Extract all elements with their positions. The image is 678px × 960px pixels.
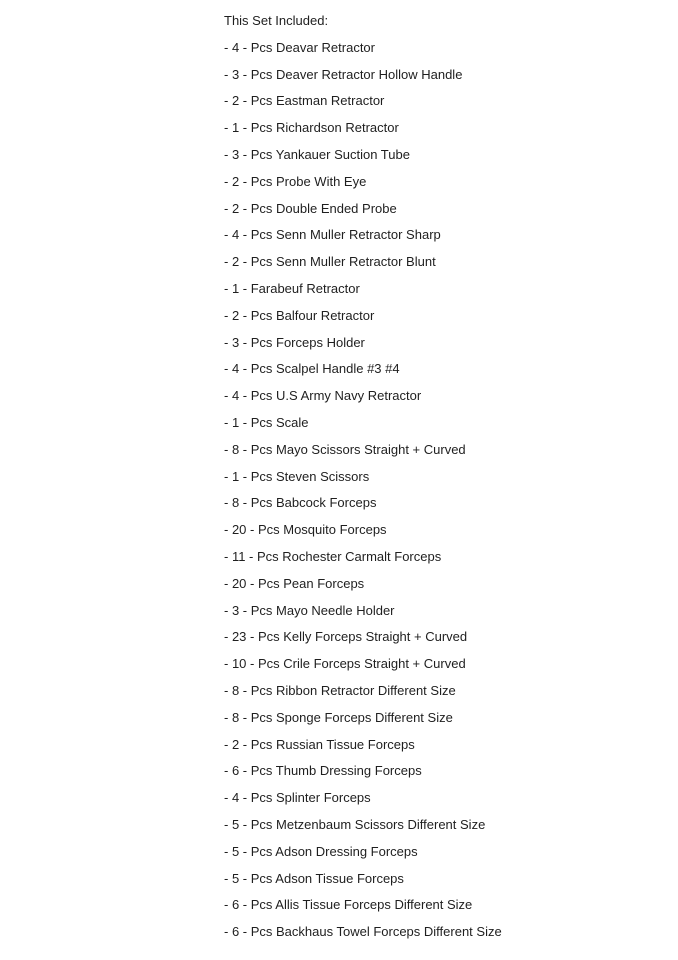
- list-item: - 8 - Pcs Mayo Scissors Straight + Curved: [224, 441, 466, 457]
- list-item: - 4 - Pcs Splinter Forceps: [224, 790, 371, 806]
- list-item: - 3 - Pcs Mayo Needle Holder: [224, 602, 395, 618]
- list-item: - 1 - Pcs Steven Scissors: [224, 468, 370, 484]
- list-item: - 8 - Pcs Babcock Forceps: [224, 495, 377, 511]
- list-item: - 5 - Pcs Adson Dressing Forceps: [224, 843, 418, 859]
- list-item: - 1 - Pcs Richardson Retractor: [224, 120, 399, 136]
- list-item: - 5 - Pcs Adson Tissue Forceps: [224, 870, 404, 886]
- list-item: - 1 - Farabeuf Retractor: [224, 280, 360, 296]
- list-item: - 2 - Pcs Russian Tissue Forceps: [224, 736, 415, 752]
- list-item: - 4 - Pcs Deavar Retractor: [224, 39, 375, 55]
- list-item: - 6 - Pcs Backhaus Towel Forceps Different Size: [224, 924, 502, 940]
- list-item: - 3 - Pcs Yankauer Suction Tube: [224, 146, 410, 162]
- document: [224, 11, 664, 949]
- list-item: - 10 - Pcs Crile Forceps Straight + Curved: [224, 656, 466, 672]
- list-item: - 2 - Pcs Eastman Retractor: [224, 93, 385, 109]
- list-item: - 20 - Pcs Mosquito Forceps: [224, 522, 387, 538]
- list-item: - 4 - Pcs Scalpel Handle #3 #4: [224, 361, 400, 377]
- list-item: - 8 - Pcs Sponge Forceps Different Size: [224, 709, 453, 725]
- list-item: - 4 - Pcs Senn Muller Retractor Sharp: [224, 227, 441, 243]
- item-list: [224, 38, 664, 942]
- document-title: This Set Included:: [224, 13, 329, 28]
- list-item: - 2 - Pcs Probe With Eye: [224, 173, 367, 189]
- list-item: - 2 - Pcs Senn Muller Retractor Blunt: [224, 254, 436, 270]
- list-item: - 1 - Pcs Scale: [224, 414, 309, 430]
- list-item: - 5 - Pcs Metzenbaum Scissors Different Size: [224, 816, 486, 832]
- list-item: - 6 - Pcs Thumb Dressing Forceps: [224, 763, 422, 779]
- list-item: - 6 - Pcs Allis Tissue Forceps Different Size: [224, 897, 473, 913]
- list-item: - 20 - Pcs Pean Forceps: [224, 575, 365, 591]
- list-item: - 3 - Pcs Deaver Retractor Hollow Handle: [224, 66, 463, 82]
- list-item: - 4 - Pcs U.S Army Navy Retractor: [224, 388, 422, 404]
- list-item: - 11 - Pcs Rochester Carmalt Forceps: [224, 548, 442, 564]
- list-item: - 23 - Pcs Kelly Forceps Straight + Curved: [224, 629, 468, 645]
- list-item: - 8 - Pcs Ribbon Retractor Different Size: [224, 682, 456, 698]
- list-item: - 2 - Pcs Double Ended Probe: [224, 200, 397, 216]
- list-item: - 2 - Pcs Balfour Retractor: [224, 307, 375, 323]
- list-item: - 3 - Pcs Forceps Holder: [224, 334, 365, 350]
